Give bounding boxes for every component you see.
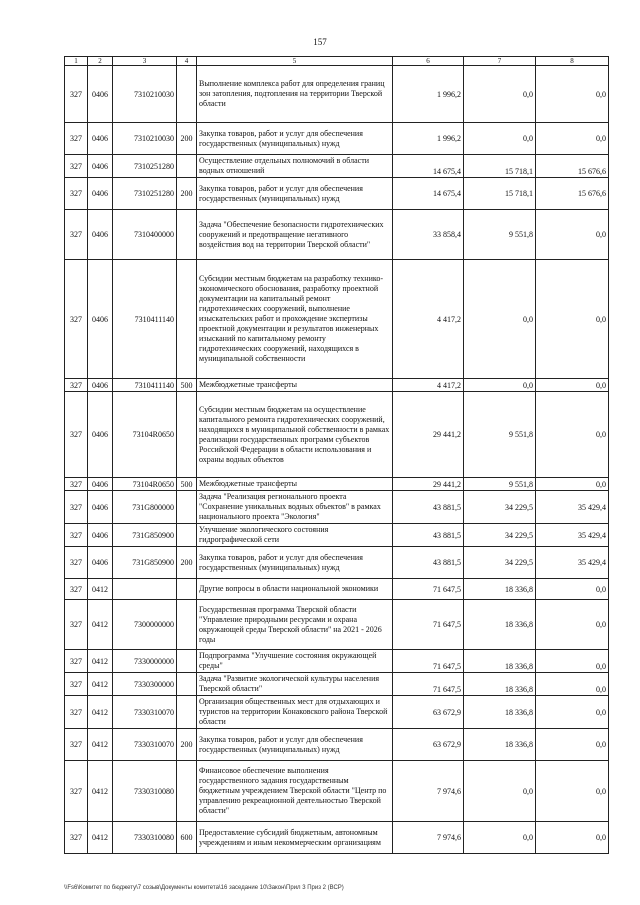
expense-type-code: [177, 696, 197, 729]
target-article-code: 7330310080: [113, 761, 177, 822]
amount-col-7: 34 229,5: [464, 524, 536, 547]
amount-col-7: 34 229,5: [464, 491, 536, 524]
table-row: [65, 123, 609, 155]
target-article-code: 7330000000: [113, 650, 177, 673]
section-code: 0406: [88, 155, 113, 178]
amount-col-6: 43 881,5: [393, 491, 464, 524]
amount-col-6: 63 672,9: [393, 696, 464, 729]
target-article-code: 7330310070: [113, 696, 177, 729]
expense-type-code: 500: [177, 478, 197, 491]
expense-type-code: [177, 392, 197, 478]
section-code: 0412: [88, 579, 113, 600]
amount-col-7: 0,0: [464, 260, 536, 379]
target-article-code: 7330300000: [113, 673, 177, 696]
amount-col-6: 14 675,4: [393, 178, 464, 210]
amount-col-8: 0,0: [536, 729, 609, 761]
expense-type-code: 200: [177, 547, 197, 579]
section-code: 0406: [88, 66, 113, 123]
department-code: 327: [65, 379, 88, 392]
section-code: 0412: [88, 822, 113, 854]
expense-type-code: [177, 761, 197, 822]
department-code: 327: [65, 547, 88, 579]
amount-col-8: 0,0: [536, 822, 609, 854]
expense-name: Подпрограмма "Улучшение состояния окружающей среды": [197, 650, 393, 673]
amount-col-7: 0,0: [464, 761, 536, 822]
section-code: 0412: [88, 650, 113, 673]
amount-col-8: 0,0: [536, 673, 609, 696]
table-row: [65, 761, 609, 822]
expense-type-code: [177, 260, 197, 379]
table-row: [65, 822, 609, 854]
expense-type-code: [177, 579, 197, 600]
section-code: 0412: [88, 673, 113, 696]
section-code: 0406: [88, 478, 113, 491]
expense-name: Осуществление отдельных полномочий в области водных отношений: [197, 155, 393, 178]
amount-col-7: 15 718,1: [464, 178, 536, 210]
header-row: [65, 57, 609, 66]
target-article-code: 7310411140: [113, 379, 177, 392]
amount-col-8: 0,0: [536, 600, 609, 650]
amount-col-7: 9 551,8: [464, 210, 536, 260]
amount-col-7: 0,0: [464, 66, 536, 123]
amount-col-6: 71 647,5: [393, 600, 464, 650]
table-row: [65, 210, 609, 260]
amount-col-8: 35 429,4: [536, 491, 609, 524]
department-code: 327: [65, 696, 88, 729]
amount-col-6: 71 647,5: [393, 650, 464, 673]
amount-col-8: 15 676,6: [536, 178, 609, 210]
department-code: 327: [65, 524, 88, 547]
section-code: 0406: [88, 123, 113, 155]
expense-type-code: [177, 673, 197, 696]
amount-col-6: 33 858,4: [393, 210, 464, 260]
amount-col-8: 0,0: [536, 392, 609, 478]
expense-name: Межбюджетные трансферты: [197, 478, 393, 491]
amount-col-7: 18 336,8: [464, 579, 536, 600]
table-row: [65, 673, 609, 696]
amount-col-6: 43 881,5: [393, 547, 464, 579]
target-article-code: 7310400000: [113, 210, 177, 260]
amount-col-6: 1 996,2: [393, 66, 464, 123]
department-code: 327: [65, 66, 88, 123]
amount-col-6: 29 441,2: [393, 478, 464, 491]
table-row: [65, 478, 609, 491]
department-code: 327: [65, 579, 88, 600]
table-row: [65, 547, 609, 579]
amount-col-6: 7 974,6: [393, 822, 464, 854]
expense-type-code: [177, 210, 197, 260]
section-code: 0406: [88, 210, 113, 260]
expense-name: Улучшение экологического состояния гидрографической сети: [197, 524, 393, 547]
target-article-code: 7310210030: [113, 66, 177, 123]
amount-col-6: 43 881,5: [393, 524, 464, 547]
table-row: [65, 579, 609, 600]
expense-name: Межбюджетные трансферты: [197, 379, 393, 392]
header-col-2: 2: [88, 57, 113, 66]
target-article-code: 731G800000: [113, 491, 177, 524]
table-body: [65, 66, 609, 854]
table-row: [65, 178, 609, 210]
table-row: [65, 600, 609, 650]
expense-name: Выполнение комплекса работ для определения границ зон затопления, подтопления на территории Тверской области: [197, 66, 393, 123]
expense-name: Предоставление субсидий бюджетным, автономным учреждениям и иным некоммерческим организациям: [197, 822, 393, 854]
department-code: 327: [65, 650, 88, 673]
amount-col-8: 0,0: [536, 66, 609, 123]
department-code: 327: [65, 761, 88, 822]
section-code: 0406: [88, 491, 113, 524]
expense-name: Задача "Реализация регионального проекта "Сохранение уникальных водных объектов" в рамках национального проекта "Экология": [197, 491, 393, 524]
department-code: 327: [65, 822, 88, 854]
header-col-6: 6: [393, 57, 464, 66]
amount-col-6: 1 996,2: [393, 123, 464, 155]
amount-col-7: 15 718,1: [464, 155, 536, 178]
table-row: [65, 392, 609, 478]
section-code: 0406: [88, 547, 113, 579]
department-code: 327: [65, 210, 88, 260]
amount-col-8: 0,0: [536, 650, 609, 673]
amount-col-8: 0,0: [536, 761, 609, 822]
target-article-code: 73104R0650: [113, 478, 177, 491]
amount-col-7: 18 336,8: [464, 650, 536, 673]
table-row: [65, 155, 609, 178]
target-article-code: 7310251280: [113, 155, 177, 178]
department-code: 327: [65, 600, 88, 650]
expense-name: Государственная программа Тверской области "Управление природными ресурсами и охрана окружающей среды Тверской области" на 2021 - 2026 годы: [197, 600, 393, 650]
target-article-code: 731G850900: [113, 524, 177, 547]
header-col-5: 5: [197, 57, 393, 66]
target-article-code: 7310251280: [113, 178, 177, 210]
amount-col-8: 35 429,4: [536, 547, 609, 579]
amount-col-7: 18 336,8: [464, 696, 536, 729]
amount-col-8: 0,0: [536, 260, 609, 379]
expense-name: Задача "Развитие экологической культуры населения Тверской области": [197, 673, 393, 696]
table-row: [65, 66, 609, 123]
department-code: 327: [65, 673, 88, 696]
amount-col-6: 29 441,2: [393, 392, 464, 478]
header-col-8: 8: [536, 57, 609, 66]
target-article-code: 7330310070: [113, 729, 177, 761]
expense-name: Закупка товаров, работ и услуг для обеспечения государственных (муниципальных) нужд: [197, 123, 393, 155]
budget-table: [64, 56, 609, 854]
expense-name: Финансовое обеспечение выполнения государственного задания государственным бюджетным учреждением Тверской области "Центр по управлению рекреационной деятельностью Тверской области": [197, 761, 393, 822]
amount-col-6: 14 675,4: [393, 155, 464, 178]
expense-type-code: [177, 650, 197, 673]
section-code: 0406: [88, 524, 113, 547]
section-code: 0406: [88, 178, 113, 210]
section-code: 0412: [88, 729, 113, 761]
expense-name: Другие вопросы в области национальной экономики: [197, 579, 393, 600]
amount-col-7: 18 336,8: [464, 600, 536, 650]
target-article-code: 731G850900: [113, 547, 177, 579]
department-code: 327: [65, 478, 88, 491]
expense-type-code: [177, 524, 197, 547]
expense-type-code: [177, 600, 197, 650]
expense-type-code: 200: [177, 123, 197, 155]
amount-col-7: 9 551,8: [464, 478, 536, 491]
amount-col-7: 18 336,8: [464, 673, 536, 696]
expense-name: Закупка товаров, работ и услуг для обеспечения государственных (муниципальных) нужд: [197, 178, 393, 210]
department-code: 327: [65, 123, 88, 155]
amount-col-6: 4 417,2: [393, 379, 464, 392]
department-code: 327: [65, 392, 88, 478]
header-col-3: 3: [113, 57, 177, 66]
target-article-code: 73104R0650: [113, 392, 177, 478]
department-code: 327: [65, 178, 88, 210]
expense-name: Задача "Обеспечение безопасности гидротехнических сооружений и предотвращение негативного воздействия вод на территории Тверской области": [197, 210, 393, 260]
expense-name: Субсидии местным бюджетам на разработку технико-экономического обоснования, разработку проектной документации на капитальный ремонт гидротехнических сооружений, выполнение изыскательских работ и прохождение экспертизы проектной документации и результатов инженерных изысканий по капитальному ремонту гидротехнических сооружений, находящихся в муниципальной собственности: [197, 260, 393, 379]
amount-col-7: 0,0: [464, 379, 536, 392]
expense-type-code: 600: [177, 822, 197, 854]
section-code: 0412: [88, 600, 113, 650]
target-article-code: 7310411140: [113, 260, 177, 379]
header-col-1: 1: [65, 57, 88, 66]
amount-col-7: 9 551,8: [464, 392, 536, 478]
table-row: [65, 650, 609, 673]
amount-col-8: 15 676,6: [536, 155, 609, 178]
header-col-4: 4: [177, 57, 197, 66]
expense-type-code: [177, 491, 197, 524]
expense-name: Закупка товаров, работ и услуг для обеспечения государственных (муниципальных) нужд: [197, 547, 393, 579]
amount-col-8: 35 429,4: [536, 524, 609, 547]
expense-type-code: [177, 66, 197, 123]
section-code: 0406: [88, 392, 113, 478]
target-article-code: 7300000000: [113, 600, 177, 650]
section-code: 0412: [88, 761, 113, 822]
target-article-code: [113, 579, 177, 600]
page-number: 157: [313, 37, 327, 47]
amount-col-8: 0,0: [536, 696, 609, 729]
table-row: [65, 524, 609, 547]
expense-name: Субсидии местным бюджетам на осуществление капитального ремонта гидротехнических сооружений, находящихся в муниципальной собственности в рамках реализации государственных программ субъектов Российской Федерации в области использования и охраны водных объектов: [197, 392, 393, 478]
table-row: [65, 696, 609, 729]
amount-col-7: 18 336,8: [464, 729, 536, 761]
expense-type-code: 200: [177, 178, 197, 210]
department-code: 327: [65, 491, 88, 524]
amount-col-8: 0,0: [536, 579, 609, 600]
expense-type-code: [177, 155, 197, 178]
section-code: 0412: [88, 696, 113, 729]
expense-name: Организация общественных мест для отдыхающих и туристов на территории Конаковского района Тверской области: [197, 696, 393, 729]
department-code: 327: [65, 729, 88, 761]
table-row: [65, 491, 609, 524]
section-code: 0406: [88, 379, 113, 392]
amount-col-7: 0,0: [464, 822, 536, 854]
expense-name: Закупка товаров, работ и услуг для обеспечения государственных (муниципальных) нужд: [197, 729, 393, 761]
target-article-code: 7330310080: [113, 822, 177, 854]
amount-col-8: 0,0: [536, 478, 609, 491]
amount-col-6: 63 672,9: [393, 729, 464, 761]
header-col-7: 7: [464, 57, 536, 66]
section-code: 0406: [88, 260, 113, 379]
table-row: [65, 379, 609, 392]
amount-col-8: 0,0: [536, 210, 609, 260]
amount-col-6: 71 647,5: [393, 579, 464, 600]
amount-col-8: 0,0: [536, 379, 609, 392]
expense-type-code: 500: [177, 379, 197, 392]
table-row: [65, 260, 609, 379]
footer-path: \\Fs6\Комитет по бюджету\7 созыв\Документы комитета\16 заседание 10\Закон\Прил 3 Приз 2 (ВСР): [64, 885, 344, 891]
table-row: [65, 729, 609, 761]
amount-col-7: 0,0: [464, 123, 536, 155]
amount-col-6: 71 647,5: [393, 673, 464, 696]
amount-col-7: 34 229,5: [464, 547, 536, 579]
target-article-code: 7310210030: [113, 123, 177, 155]
amount-col-8: 0,0: [536, 123, 609, 155]
department-code: 327: [65, 260, 88, 379]
expense-type-code: 200: [177, 729, 197, 761]
department-code: 327: [65, 155, 88, 178]
amount-col-6: 7 974,6: [393, 761, 464, 822]
amount-col-6: 4 417,2: [393, 260, 464, 379]
